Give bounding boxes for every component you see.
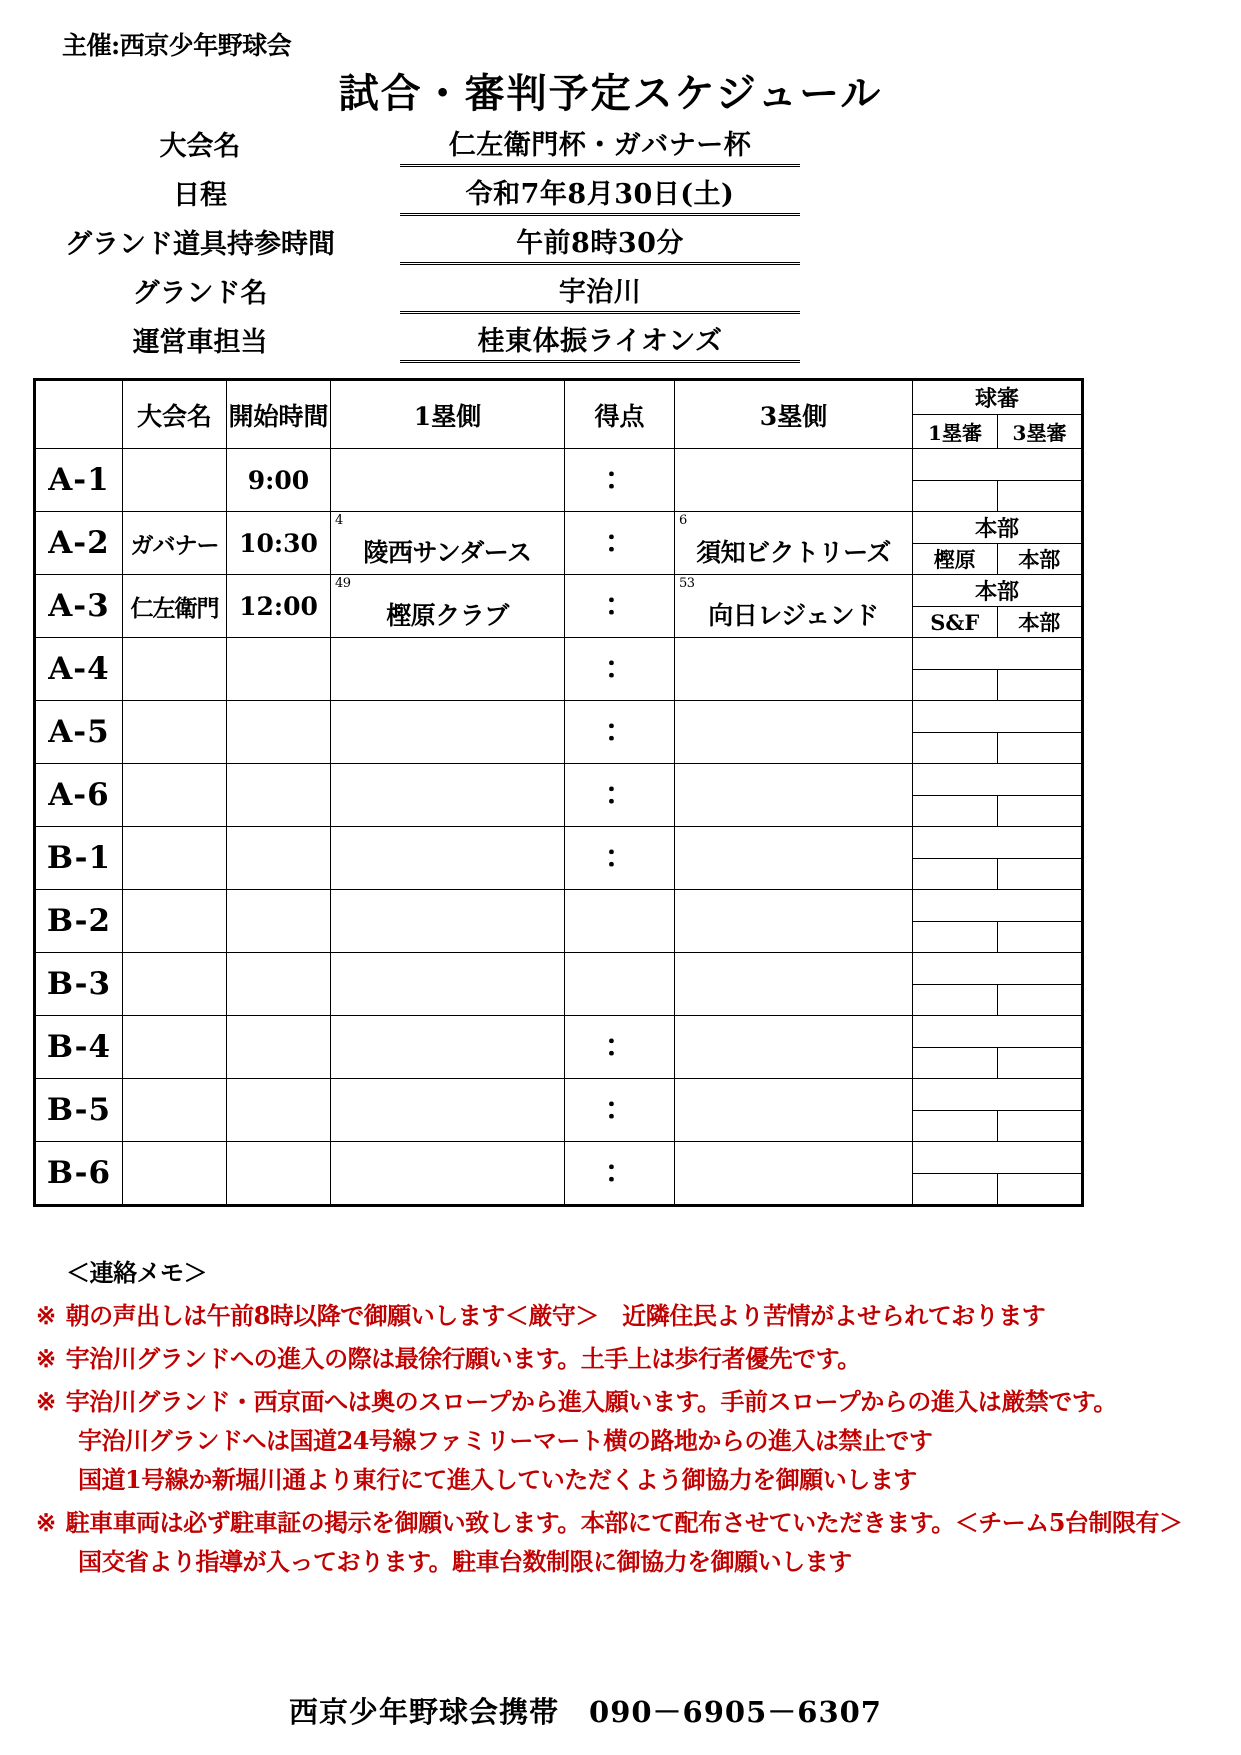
umpire-third-base[interactable] bbox=[998, 922, 1082, 953]
cell-cup-name[interactable] bbox=[123, 764, 227, 827]
table-row[interactable] bbox=[35, 827, 1083, 890]
first-base-team-name bbox=[331, 1039, 564, 1055]
cell-start-time[interactable] bbox=[227, 1079, 331, 1142]
cell-start-time[interactable] bbox=[227, 764, 331, 827]
table-row[interactable] bbox=[35, 701, 1083, 764]
cell-first-base-team[interactable] bbox=[331, 575, 565, 638]
header-row-top bbox=[35, 380, 1083, 415]
page-title: 試合・審判予定スケジュール bbox=[338, 70, 883, 117]
cell-start-time[interactable] bbox=[227, 890, 331, 953]
cell-game-no[interactable]: B-6 bbox=[35, 1142, 123, 1206]
third-base-team-name bbox=[675, 913, 912, 929]
umpire-home-plate[interactable] bbox=[913, 1079, 1081, 1111]
notes-title: ＜連絡メモ＞ bbox=[66, 1258, 207, 1287]
cell-third-base-team[interactable] bbox=[675, 764, 913, 827]
umpire-third-base[interactable] bbox=[998, 985, 1082, 1016]
cell-first-base-team[interactable] bbox=[331, 890, 565, 953]
umpire-home-plate[interactable] bbox=[913, 638, 1081, 670]
cell-score[interactable]: ： bbox=[565, 827, 675, 890]
umpire-third-base[interactable]: 本部 bbox=[1018, 610, 1061, 635]
umpire-third-base[interactable] bbox=[998, 733, 1082, 764]
meta-label-date: 日程 bbox=[173, 180, 227, 211]
meta-value-ground-name: 宇治川 bbox=[558, 277, 642, 308]
note-text: 駐車車両は必ず駐車証の掲示を御願い致します。本部にて配布させていただきます。＜チーム5台制限有＞ bbox=[65, 1508, 1183, 1537]
umpire-home-plate[interactable] bbox=[913, 449, 1081, 481]
cell-game-no[interactable]: B-3 bbox=[35, 953, 123, 1016]
schedule-table bbox=[33, 378, 1084, 1207]
cell-umpires[interactable] bbox=[913, 953, 1083, 1016]
cell-cup-name[interactable] bbox=[123, 449, 227, 512]
table-row[interactable] bbox=[35, 575, 1083, 638]
cell-game-no[interactable]: A-4 bbox=[35, 638, 123, 701]
cell-start-time[interactable]: 10:30 bbox=[227, 512, 331, 575]
meta-fields bbox=[0, 118, 1100, 363]
cell-umpires[interactable] bbox=[913, 1142, 1083, 1206]
cell-first-base-team[interactable] bbox=[331, 638, 565, 701]
header-cell-third-base: 3塁側 bbox=[675, 380, 913, 449]
cell-third-base-team[interactable] bbox=[675, 449, 913, 512]
cell-umpires[interactable] bbox=[913, 512, 1083, 575]
cell-first-base-team[interactable] bbox=[331, 512, 565, 575]
cell-cup-name[interactable] bbox=[123, 890, 227, 953]
umpire-third-base[interactable] bbox=[998, 859, 1082, 890]
third-base-team-name: 向日レジェンド bbox=[708, 601, 879, 630]
third-base-team-name bbox=[675, 661, 912, 677]
cell-cup-name[interactable] bbox=[123, 1142, 227, 1206]
cell-start-time[interactable] bbox=[227, 1016, 331, 1079]
third-base-team-name bbox=[675, 976, 912, 992]
note-line bbox=[78, 1542, 1241, 1577]
cell-game-no[interactable]: A-5 bbox=[35, 701, 123, 764]
third-base-team-name bbox=[675, 850, 912, 866]
first-base-team-name bbox=[331, 976, 564, 992]
third-base-team-number: 53 bbox=[679, 576, 695, 591]
umpire-home-plate[interactable] bbox=[913, 1016, 1081, 1048]
cell-umpires[interactable] bbox=[913, 764, 1083, 827]
umpire-third-base[interactable] bbox=[998, 796, 1082, 827]
first-base-team-name bbox=[331, 724, 564, 740]
cell-third-base-team[interactable] bbox=[675, 1079, 913, 1142]
meta-row-operations-car bbox=[0, 314, 1100, 363]
first-base-team-name bbox=[331, 787, 564, 803]
cell-game-no[interactable]: A-1 bbox=[35, 449, 123, 512]
meta-row-ground-name bbox=[0, 265, 1100, 314]
cell-umpires[interactable] bbox=[913, 890, 1083, 953]
note-text: 朝の声出しは午前8時以降で御願いします＜厳守＞ 近隣住民より苦情がよせられております bbox=[65, 1301, 1046, 1330]
umpire-first-base[interactable] bbox=[913, 796, 998, 827]
umpire-first-base[interactable] bbox=[913, 922, 998, 953]
meta-value-ground-name-wrap bbox=[400, 270, 800, 314]
cell-score[interactable]: ： bbox=[565, 575, 675, 638]
umpire-home-plate[interactable] bbox=[913, 1142, 1081, 1174]
cell-start-time[interactable] bbox=[227, 701, 331, 764]
cell-start-time[interactable]: 9:00 bbox=[227, 449, 331, 512]
cell-score[interactable]: ： bbox=[565, 638, 675, 701]
note-text: 国交省より指導が入っております。駐車台数制限に御協力を御願いします bbox=[78, 1547, 852, 1576]
umpire-third-base[interactable] bbox=[998, 1048, 1082, 1079]
umpire-first-base[interactable] bbox=[913, 733, 998, 764]
note-bullet-icon: ※ bbox=[36, 1508, 56, 1537]
umpire-third-base[interactable]: 本部 bbox=[1018, 547, 1061, 572]
third-base-team-name bbox=[675, 1039, 912, 1055]
table-row[interactable] bbox=[35, 1016, 1083, 1079]
cell-game-no[interactable]: A-6 bbox=[35, 764, 123, 827]
schedule-table-wrapper bbox=[33, 378, 1081, 1207]
header-cell-cup: 大会名 bbox=[123, 380, 227, 449]
cell-game-no[interactable]: A-2 bbox=[35, 512, 123, 575]
third-base-team-name bbox=[675, 472, 912, 488]
first-base-team-name bbox=[331, 661, 564, 677]
header-cell-score: 得点 bbox=[565, 380, 675, 449]
footer-contact: 西京少年野球会携帯 090－6905－6307 bbox=[289, 1695, 882, 1729]
note-line bbox=[36, 1296, 1241, 1331]
meta-label-tournament: 大会名 bbox=[159, 131, 241, 162]
first-base-team-name bbox=[331, 913, 564, 929]
meta-row-tournament bbox=[0, 118, 1100, 167]
cell-umpires[interactable] bbox=[913, 1079, 1083, 1142]
meta-label-ground-name: グランド名 bbox=[132, 278, 268, 309]
notes-section bbox=[0, 1253, 1241, 1577]
note-text: 宇治川グランド・西京面へは奥のスロープから進入願います。手前スロープからの進入は厳禁です。 bbox=[65, 1387, 1117, 1416]
cell-umpires[interactable] bbox=[913, 449, 1083, 512]
header-cell-time: 開始時間 bbox=[227, 380, 331, 449]
cell-cup-name[interactable] bbox=[123, 701, 227, 764]
first-base-team-name: 陵西サンダース bbox=[363, 538, 532, 567]
schedule-table-body bbox=[35, 449, 1083, 1206]
umpire-first-base[interactable]: S&F bbox=[913, 607, 998, 637]
table-row[interactable] bbox=[35, 890, 1083, 953]
host-organization: 主催:西京少年野球会 bbox=[62, 31, 292, 60]
umpire-first-base[interactable] bbox=[913, 1111, 998, 1142]
note-line bbox=[36, 1382, 1241, 1417]
cell-umpires[interactable] bbox=[913, 638, 1083, 701]
cell-score[interactable]: ： bbox=[565, 764, 675, 827]
schedule-table-head bbox=[35, 380, 1083, 449]
cell-start-time[interactable]: 12:00 bbox=[227, 575, 331, 638]
cell-start-time[interactable] bbox=[227, 638, 331, 701]
note-text: 国道1号線か新堀川通より東行にて進入していただくよう御協力を御願いします bbox=[78, 1465, 917, 1494]
cell-cup-name[interactable]: 仁左衛門 bbox=[123, 575, 227, 638]
umpire-first-base[interactable]: 樫原 bbox=[913, 544, 998, 574]
umpire-third-base[interactable] bbox=[998, 481, 1082, 512]
note-line bbox=[36, 1503, 1241, 1538]
first-base-team-name bbox=[331, 1102, 564, 1118]
umpire-first-base[interactable] bbox=[913, 1174, 998, 1205]
meta-value-operations-car: 桂東体振ライオンズ bbox=[477, 326, 723, 357]
note-bullet-icon: ※ bbox=[36, 1387, 56, 1416]
cell-game-no[interactable]: B-2 bbox=[35, 890, 123, 953]
umpire-home-plate[interactable]: 本部 bbox=[913, 512, 1081, 544]
note-bullet-icon: ※ bbox=[36, 1344, 56, 1373]
third-base-team-name bbox=[675, 787, 912, 803]
umpire-first-base[interactable] bbox=[913, 985, 998, 1016]
first-base-team-name bbox=[331, 472, 564, 488]
cell-game-no[interactable]: A-3 bbox=[35, 575, 123, 638]
meta-row-equipment-time bbox=[0, 216, 1100, 265]
cell-umpires[interactable] bbox=[913, 701, 1083, 764]
note-line bbox=[36, 1339, 1241, 1374]
umpire-first-base[interactable] bbox=[913, 670, 998, 701]
cell-cup-name[interactable]: ガバナー bbox=[123, 512, 227, 575]
third-base-team-name bbox=[675, 1165, 912, 1181]
meta-value-equipment-time: 午前8時30分 bbox=[516, 228, 684, 259]
note-line bbox=[78, 1460, 1241, 1495]
meta-row-date bbox=[0, 167, 1100, 216]
header-cell-first-base: 1塁側 bbox=[331, 380, 565, 449]
umpire-first-base[interactable] bbox=[913, 481, 998, 512]
note-line bbox=[78, 1421, 1241, 1456]
table-row[interactable] bbox=[35, 449, 1083, 512]
cell-third-base-team[interactable] bbox=[675, 512, 913, 575]
cell-first-base-team[interactable] bbox=[331, 1016, 565, 1079]
note-bullet-icon: ※ bbox=[36, 1301, 56, 1330]
cell-first-base-team[interactable] bbox=[331, 1142, 565, 1206]
cell-third-base-team[interactable] bbox=[675, 953, 913, 1016]
header-cell-umpire-first: 1塁審 bbox=[913, 415, 998, 449]
table-row[interactable] bbox=[35, 1079, 1083, 1142]
cell-start-time[interactable] bbox=[227, 1142, 331, 1206]
umpire-first-base[interactable] bbox=[913, 1048, 998, 1079]
meta-value-tournament-wrap bbox=[400, 123, 800, 167]
cell-score[interactable]: ： bbox=[565, 1142, 675, 1206]
cell-score[interactable]: ： bbox=[565, 701, 675, 764]
meta-value-tournament: 仁左衛門杯・ガバナー杯 bbox=[448, 130, 752, 161]
table-row[interactable] bbox=[35, 764, 1083, 827]
note-text: 宇治川グランドへは国道24号線ファミリーマート横の路地からの進入は禁止です bbox=[78, 1426, 933, 1455]
first-base-team-number: 49 bbox=[335, 576, 351, 591]
cell-score[interactable]: ： bbox=[565, 1016, 675, 1079]
table-row[interactable] bbox=[35, 638, 1083, 701]
cell-third-base-team[interactable] bbox=[675, 575, 913, 638]
third-base-team-name: 須知ビクトリーズ bbox=[696, 538, 891, 567]
umpire-first-base[interactable] bbox=[913, 859, 998, 890]
first-base-team-number: 4 bbox=[335, 513, 343, 528]
meta-value-equipment-time-wrap bbox=[400, 221, 800, 265]
cell-start-time[interactable] bbox=[227, 827, 331, 890]
first-base-team-name: 樫原クラブ bbox=[386, 601, 509, 630]
cell-third-base-team[interactable] bbox=[675, 827, 913, 890]
cell-cup-name[interactable] bbox=[123, 638, 227, 701]
cell-third-base-team[interactable] bbox=[675, 1142, 913, 1206]
umpire-home-plate[interactable]: 本部 bbox=[913, 575, 1081, 607]
cell-umpires[interactable] bbox=[913, 575, 1083, 638]
cell-third-base-team[interactable] bbox=[675, 890, 913, 953]
meta-label-operations-car: 運営車担当 bbox=[132, 327, 268, 358]
cell-first-base-team[interactable] bbox=[331, 701, 565, 764]
umpire-home-plate[interactable] bbox=[913, 953, 1081, 985]
cell-third-base-team[interactable] bbox=[675, 701, 913, 764]
table-row[interactable] bbox=[35, 953, 1083, 1016]
cell-game-no[interactable]: B-5 bbox=[35, 1079, 123, 1142]
umpire-third-base[interactable] bbox=[998, 1111, 1082, 1142]
umpire-home-plate[interactable] bbox=[913, 890, 1081, 922]
cell-third-base-team[interactable] bbox=[675, 638, 913, 701]
cell-score[interactable] bbox=[565, 953, 675, 1016]
cell-cup-name[interactable] bbox=[123, 827, 227, 890]
umpire-third-base[interactable] bbox=[998, 670, 1082, 701]
umpire-home-plate[interactable] bbox=[913, 764, 1081, 796]
cell-first-base-team[interactable] bbox=[331, 1079, 565, 1142]
note-text: 宇治川グランドへの進入の際は最徐行願います。土手上は歩行者優先です。 bbox=[65, 1344, 861, 1373]
cell-first-base-team[interactable] bbox=[331, 764, 565, 827]
header-cell-umpire-group: 球審 bbox=[913, 380, 1083, 415]
meta-value-operations-car-wrap bbox=[400, 319, 800, 363]
meta-value-date: 令和7年8月30日(土) bbox=[465, 179, 735, 210]
third-base-team-name bbox=[675, 1102, 912, 1118]
cell-third-base-team[interactable] bbox=[675, 1016, 913, 1079]
cell-start-time[interactable] bbox=[227, 953, 331, 1016]
third-base-team-number: 6 bbox=[679, 513, 687, 528]
cell-game-no[interactable]: B-4 bbox=[35, 1016, 123, 1079]
cell-score[interactable]: ： bbox=[565, 1079, 675, 1142]
table-row[interactable] bbox=[35, 512, 1083, 575]
first-base-team-name bbox=[331, 1165, 564, 1181]
header-cell-umpire-third: 3塁審 bbox=[998, 415, 1083, 449]
umpire-third-base[interactable] bbox=[998, 1174, 1082, 1205]
cell-score[interactable]: ： bbox=[565, 449, 675, 512]
umpire-home-plate[interactable] bbox=[913, 701, 1081, 733]
cell-score[interactable]: ： bbox=[565, 512, 675, 575]
cell-first-base-team[interactable] bbox=[331, 827, 565, 890]
cell-cup-name[interactable] bbox=[123, 1079, 227, 1142]
cell-first-base-team[interactable] bbox=[331, 449, 565, 512]
cell-first-base-team[interactable] bbox=[331, 953, 565, 1016]
meta-label-equipment-time: グランド道具持参時間 bbox=[65, 229, 335, 260]
table-row[interactable] bbox=[35, 1142, 1083, 1206]
cell-cup-name[interactable] bbox=[123, 1016, 227, 1079]
meta-value-date-wrap bbox=[400, 172, 800, 216]
cell-umpires[interactable] bbox=[913, 1016, 1083, 1079]
umpire-home-plate[interactable] bbox=[913, 827, 1081, 859]
header-cell-no bbox=[35, 380, 123, 449]
cell-umpires[interactable] bbox=[913, 827, 1083, 890]
third-base-team-name bbox=[675, 724, 912, 740]
cell-game-no[interactable]: B-1 bbox=[35, 827, 123, 890]
notes-list bbox=[0, 1296, 1241, 1577]
first-base-team-name bbox=[331, 850, 564, 866]
cell-cup-name[interactable] bbox=[123, 953, 227, 1016]
cell-score[interactable] bbox=[565, 890, 675, 953]
